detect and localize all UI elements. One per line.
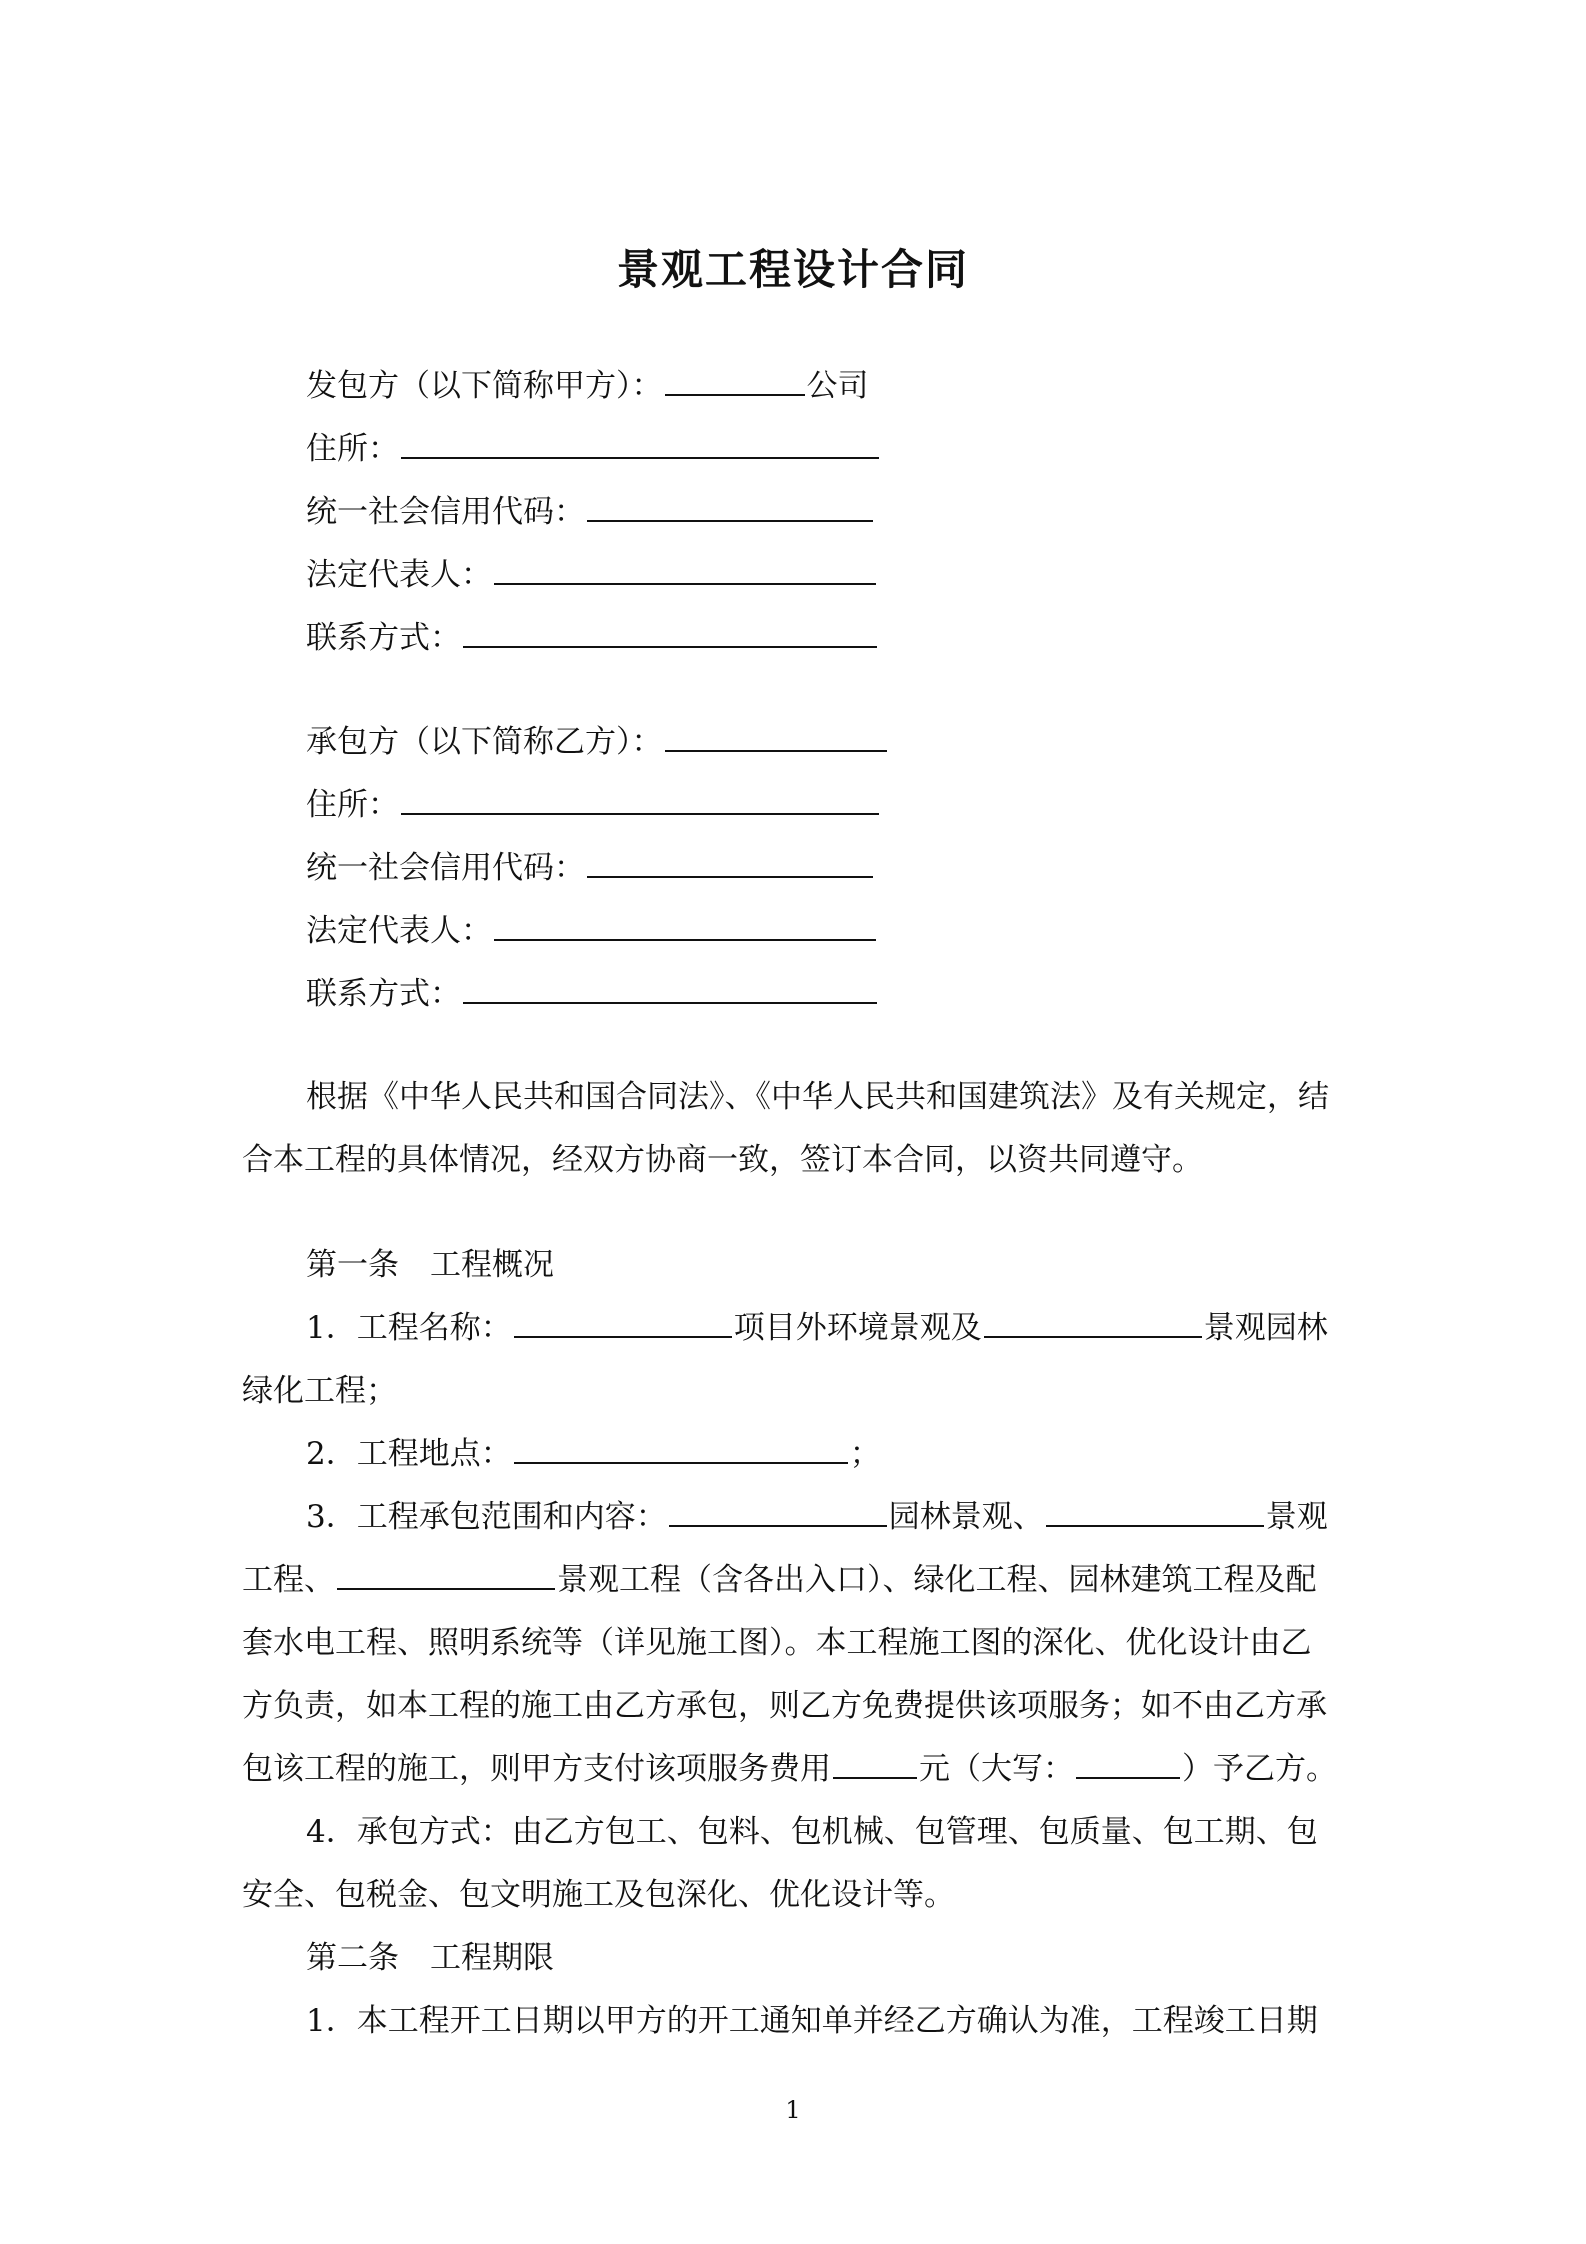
fee-amount-words-blank xyxy=(1076,1749,1180,1779)
item-text: 景观工程（含各出入口）、绿化工程、园林建筑工程及配 xyxy=(557,1562,1317,1598)
field-blank xyxy=(587,492,873,522)
field-label: 统一社会信用代码： xyxy=(306,494,585,530)
item-text: 景观 xyxy=(1265,1499,1328,1535)
scope-blank-2 xyxy=(1046,1497,1264,1527)
project-name-blank-2 xyxy=(984,1308,1202,1338)
item-text: 元（大写： xyxy=(919,1751,1074,1787)
party-b-legal-rep-line xyxy=(306,909,878,953)
item-text: 3．工程承包范围和内容： xyxy=(306,1499,667,1535)
party-a-credit-code-line xyxy=(306,490,875,534)
field-label: 住所： xyxy=(306,431,399,467)
item-text: ）予乙方。 xyxy=(1182,1751,1337,1787)
party-b-address-line xyxy=(306,783,881,827)
page-number: 1 xyxy=(785,2096,801,2124)
project-name-blank xyxy=(514,1308,732,1338)
field-blank xyxy=(494,911,876,941)
item-text: 景观园林 xyxy=(1203,1310,1328,1346)
item-text: 1．工程名称： xyxy=(306,1310,512,1346)
field-label: 住所： xyxy=(306,787,399,823)
field-label: 法定代表人： xyxy=(306,557,492,593)
scope-blank-3 xyxy=(337,1560,555,1590)
article-1-item-4-line-1: 4．承包方式：由乙方包工、包料、包机械、包管理、包质量、包工期、包 xyxy=(306,1814,1318,1850)
article-1-item-4-line-2: 安全、包税金、包文明施工及包深化、优化设计等。 xyxy=(242,1877,955,1913)
article-1-heading: 第一条 工程概况 xyxy=(306,1247,554,1283)
fee-amount-blank xyxy=(833,1749,917,1779)
party-b-contact-line xyxy=(306,972,879,1016)
preamble-line-1: 根据《中华人民共和国合同法》、《中华人民共和国建筑法》及有关规定，结 xyxy=(306,1079,1329,1115)
field-blank xyxy=(463,974,877,1004)
field-blank xyxy=(401,429,879,459)
article-2-heading: 第二条 工程期限 xyxy=(306,1940,554,1976)
field-label: 联系方式： xyxy=(306,976,461,1012)
party-a-name-blank xyxy=(665,366,805,396)
item-text: ； xyxy=(849,1436,881,1472)
party-a-address-line xyxy=(306,427,881,471)
party-a-contact-line xyxy=(306,616,879,660)
party-a-label: 发包方（以下简称甲方）： xyxy=(306,368,663,404)
party-b-label: 承包方（以下简称乙方）： xyxy=(306,724,663,760)
item-text: 园林景观、 xyxy=(888,1499,1044,1535)
item-text: 工程、 xyxy=(242,1562,335,1598)
item-text: 包该工程的施工，则甲方支付该项服务费用 xyxy=(242,1751,831,1787)
party-b-name-blank xyxy=(665,722,887,752)
field-label: 联系方式： xyxy=(306,620,461,656)
party-b-credit-code-line xyxy=(306,846,875,890)
item-text: 项目外环境景观及 xyxy=(733,1310,982,1346)
field-label: 统一社会信用代码： xyxy=(306,850,585,886)
scope-blank-1 xyxy=(669,1497,887,1527)
article-1-item-3-line-4: 方负责，如本工程的施工由乙方承包，则乙方免费提供该项服务；如不由乙方承 xyxy=(242,1688,1327,1724)
article-1-item-3 xyxy=(306,1495,1328,1539)
field-blank xyxy=(463,618,877,648)
article-1-item-1 xyxy=(306,1306,1328,1350)
field-label: 法定代表人： xyxy=(306,913,492,949)
field-blank xyxy=(494,555,876,585)
party-a-legal-rep-line xyxy=(306,553,878,597)
field-blank xyxy=(401,785,879,815)
party-a-line xyxy=(306,364,869,408)
party-a-suffix: 公司 xyxy=(806,368,869,404)
field-blank xyxy=(587,848,873,878)
article-1-item-3-line-5 xyxy=(242,1747,1337,1791)
article-1-item-1-cont: 绿化工程； xyxy=(242,1373,397,1409)
page-title: 景观工程设计合同 xyxy=(616,245,969,294)
party-b-line xyxy=(306,720,889,764)
article-2-item-1: 1．本工程开工日期以甲方的开工通知单并经乙方确认为准，工程竣工日期 xyxy=(306,2003,1318,2039)
article-1-item-3-line-3: 套水电工程、照明系统等（详见施工图）。本工程施工图的深化、优化设计由乙 xyxy=(242,1625,1312,1661)
article-1-item-3-line-2 xyxy=(242,1558,1317,1602)
item-text: 2．工程地点： xyxy=(306,1436,512,1472)
article-1-item-2 xyxy=(306,1432,881,1476)
preamble-line-2: 合本工程的具体情况，经双方协商一致，签订本合同，以资共同遵守。 xyxy=(242,1142,1203,1178)
project-location-blank xyxy=(514,1434,848,1464)
